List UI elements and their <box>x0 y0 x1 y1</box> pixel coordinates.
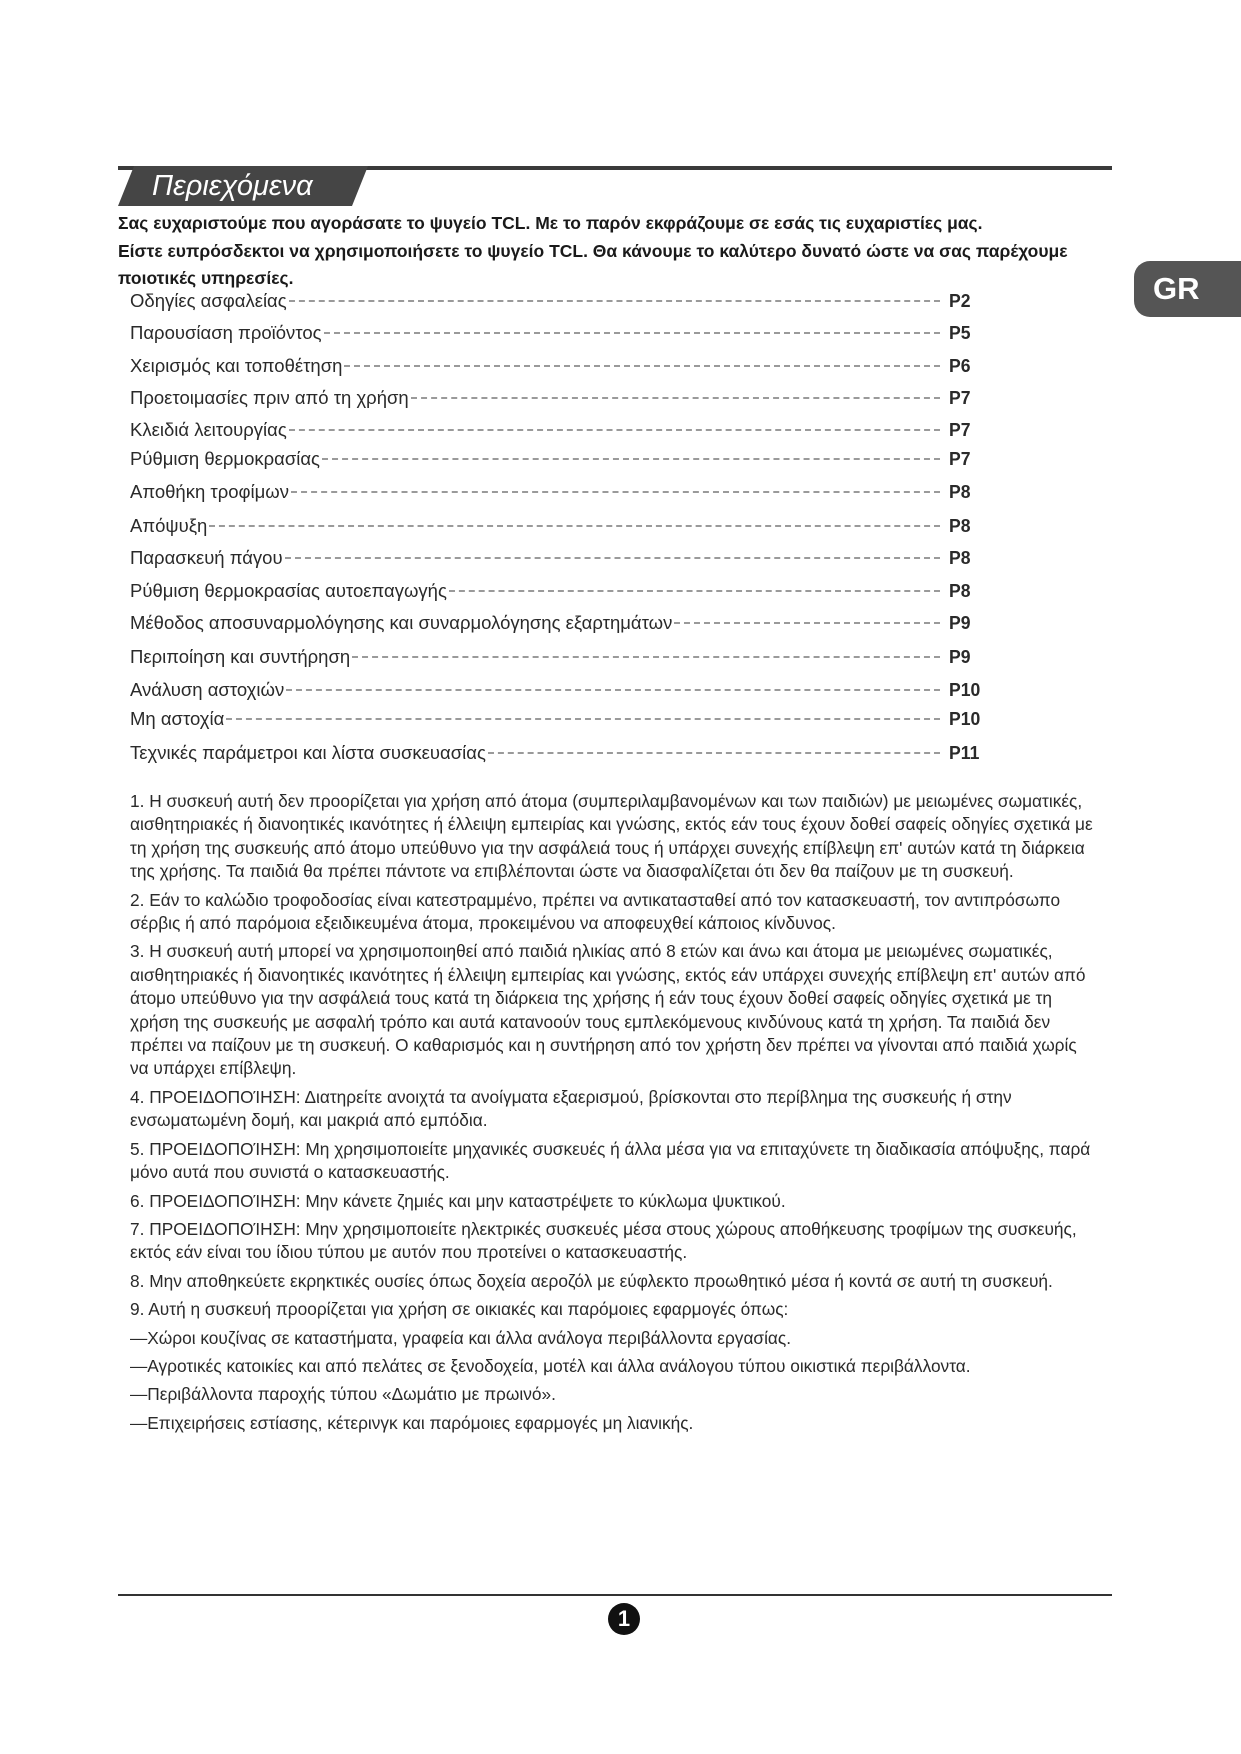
toc-item[interactable] <box>130 545 990 571</box>
safety-instructions <box>130 790 1100 1440</box>
toc-page: P7 <box>949 419 971 440</box>
toc-label: Ρύθμιση θερμοκρασίας <box>130 448 320 469</box>
page-number: 1 <box>608 1603 640 1635</box>
toc-item[interactable] <box>130 320 990 346</box>
toc-item[interactable] <box>130 644 990 670</box>
footer-rule <box>118 1594 1112 1596</box>
paragraph: —Αγροτικές κατοικίες και από πελάτες σε ξενοδοχεία, μοτέλ και άλλα ανάλογου τύπου οικιστικά περιβάλλοντα. <box>130 1355 971 1376</box>
toc-page: P5 <box>949 322 971 343</box>
paragraph: —Περιβάλλοντα παροχής τύπου «Δωμάτιο με πρωινό». <box>130 1384 556 1405</box>
toc-item[interactable] <box>130 610 990 636</box>
toc-page: P7 <box>949 387 971 408</box>
paragraph: 1. Η συσκευή αυτή δεν προορίζεται για χρήση από άτομα (συμπεριλαμβανομένων και των παιδιών) με μειωμένες σωματικές, αισθητηριακές ή διανοητικές ικανότητες ή έλλειψη εμπειρίας και γνώσης, εκτός εάν τους έχουν δοθεί σαφείς οδηγίες σχετικά με τη χρήση της συσκευής από άτομο υπεύθυνο για την ασφάλειά τους ή υπάρχει συνεχής επίβλεψη επ' αυτών κατά τη διάρκεια της χρήσης. Τα παιδιά θα πρέπει πάντοτε να επιβλέπονται ώστε να διασφαλίζεται ότι δεν θα παίζουν με τη συσκευή. <box>130 791 1093 882</box>
toc-leader <box>291 491 940 493</box>
toc-leader <box>289 429 940 431</box>
paragraph: 8. Μην αποθηκεύετε εκρηκτικές ουσίες όπως δοχεία αεροζόλ με εύφλεκτο προωθητικό μέσα ή κοντά σε αυτή τη συσκευή. <box>130 1270 1053 1291</box>
intro-text <box>118 210 1088 293</box>
intro-line: Σας ευχαριστούμε που αγοράσατε το ψυγείο TCL. Με το παρόν εκφράζουμε σε εσάς τις ευχαριστίες μας. <box>118 213 983 233</box>
toc-page: P6 <box>949 355 971 376</box>
toc-page: P10 <box>949 708 981 729</box>
toc-label: Μη αστοχία <box>130 708 225 729</box>
toc-item[interactable] <box>130 578 990 604</box>
toc-label: Μέθοδος αποσυναρμολόγησης και συναρμολόγησης εξαρτημάτων <box>130 612 673 633</box>
toc-page: P10 <box>949 679 981 700</box>
toc-label: Προετοιμασίες πριν από τη χρήση <box>130 387 409 408</box>
toc-leader <box>226 718 940 720</box>
language-tab: GR <box>1134 261 1241 317</box>
paragraph: 4. ΠΡΟΕΙΔΟΠΟΊΗΣΗ: Διατηρείτε ανοιχτά τα ανοίγματα εξαερισμού, βρίσκονται στο περίβλημα της συσκευής ή στην ενσωματωμένη δομή, και μακριά από εμπόδια. <box>130 1086 1012 1131</box>
toc-item[interactable] <box>130 288 990 314</box>
toc-leader <box>449 590 940 592</box>
toc-page: P11 <box>949 742 980 763</box>
toc-item[interactable] <box>130 446 990 472</box>
page-title: Περιεχόμενα <box>152 170 313 202</box>
toc-item[interactable] <box>130 479 990 505</box>
toc-page: P2 <box>949 290 971 311</box>
toc-item[interactable] <box>130 513 990 539</box>
paragraph: —Χώροι κουζίνας σε καταστήματα, γραφεία και άλλα ανάλογα περιβάλλοντα εργασίας. <box>130 1327 792 1348</box>
toc-label: Οδηγίες ασφαλείας <box>130 290 287 311</box>
toc-leader <box>322 458 940 460</box>
toc-page: P9 <box>949 646 971 667</box>
toc-page: P8 <box>949 515 971 536</box>
toc-label: Ρύθμιση θερμοκρασίας αυτοεπαγωγής <box>130 580 447 601</box>
toc-label: Ανάλυση αστοχιών <box>130 679 285 700</box>
toc-label: Απόψυξη <box>130 515 208 536</box>
toc-leader <box>289 300 940 302</box>
toc-page: P8 <box>949 580 971 601</box>
toc-leader <box>344 365 940 367</box>
toc-page: P8 <box>949 547 971 568</box>
toc-label: Χειρισμός και τοποθέτηση <box>130 355 343 376</box>
toc-item[interactable] <box>130 353 990 379</box>
toc-page: P7 <box>949 448 971 469</box>
toc-label: Αποθήκη τροφίμων <box>130 481 289 502</box>
toc-item[interactable] <box>130 740 990 766</box>
toc-leader <box>488 752 940 754</box>
paragraph: 6. ΠΡΟΕΙΔΟΠΟΊΗΣΗ: Μην κάνετε ζημιές και μην καταστρέψετε το κύκλωμα ψυκτικού. <box>130 1190 786 1211</box>
toc-label: Τεχνικές παράμετροι και λίστα συσκευασίας <box>130 742 486 763</box>
paragraph: 5. ΠΡΟΕΙΔΟΠΟΊΗΣΗ: Μη χρησιμοποιείτε μηχανικές συσκευές ή άλλα μέσα για να επιταχύνετε τη διαδικασία απόψυξης, παρά μόνο αυτά που συνιστά ο κατασκευαστής. <box>130 1138 1091 1183</box>
intro-line: Είστε ευπρόσδεκτοι να χρησιμοποιήσετε το ψυγείο TCL. Θα κάνουμε το καλύτερο δυνατό ώστε να σας παρέχουμε ποιοτικές υπηρεσίες. <box>118 240 1068 288</box>
toc-item[interactable] <box>130 417 990 443</box>
paragraph: 2. Εάν το καλώδιο τροφοδοσίας είναι κατεστραμμένο, πρέπει να αντικατασταθεί από τον κατασκευαστή, τον αντιπρόσωπο σέρβις ή από παρόμοια εξειδικευμένα άτομα, προκειμένου να αποφευχθεί κάποιος κίνδυνος. <box>130 889 1061 934</box>
toc-leader <box>674 622 940 624</box>
toc-leader <box>286 689 940 691</box>
toc-page: P9 <box>949 612 971 633</box>
toc-leader <box>411 397 940 399</box>
toc-label: Παρασκευή πάγου <box>130 547 283 568</box>
toc-item[interactable] <box>130 385 990 411</box>
paragraph: —Επιχειρήσεις εστίασης, κέτερινγκ και παρόμοιες εφαρμογές μη λιανικής. <box>130 1412 694 1433</box>
paragraph: 7. ΠΡΟΕΙΔΟΠΟΊΗΣΗ: Μην χρησιμοποιείτε ηλεκτρικές συσκευές μέσα στους χώρους αποθήκευσης τροφίμων της συσκευής, εκτός εάν είναι του ίδιου τύπου με αυτόν που προτείνει ο κατασκευαστής. <box>130 1218 1077 1263</box>
toc-leader <box>209 525 940 527</box>
toc-label: Περιποίηση και συντήρηση <box>130 646 351 667</box>
paragraph: 9. Αυτή η συσκευή προορίζεται για χρήση σε οικιακές και παρόμοιες εφαρμογές όπως: <box>130 1299 789 1320</box>
toc-leader <box>324 332 940 334</box>
toc-item[interactable] <box>130 677 990 703</box>
toc-page: P8 <box>949 481 971 502</box>
paragraph: 3. Η συσκευή αυτή μπορεί να χρησιμοποιηθεί από παιδιά ηλικίας από 8 ετών και άνω και άτομα με μειωμένες σωματικές, αισθητηριακές ή διανοητικές ικανότητες ή έλλειψη εμπειρίας και γνώσης, εκτός εάν υπάρχει συνεχής επίβλεψη επ' αυτών από άτομο υπεύθυνο για την ασφάλειά τους κατά τη διάρκεια της χρήσης ή εάν τους έχουν δοθεί σαφείς οδηγίες σχετικά με τη χρήση της συσκευής με ασφαλή τρόπο και αυτά κατανοούν τους εμπλεκόμενους κινδύνους κατά τη χρήση. Τα παιδιά δεν πρέπει να παίζουν με τη συσκευή. Ο καθαρισμός και η συντήρηση από τον χρήστη δεν πρέπει να γίνονται από παιδιά χωρίς να υπάρχει επίβλεψη. <box>130 941 1086 1079</box>
toc-label: Κλειδιά λειτουργίας <box>130 419 287 440</box>
toc-leader <box>352 656 940 658</box>
toc-label: Παρουσίαση προϊόντος <box>130 322 322 343</box>
toc-leader <box>285 557 940 559</box>
toc-item[interactable] <box>130 706 990 732</box>
